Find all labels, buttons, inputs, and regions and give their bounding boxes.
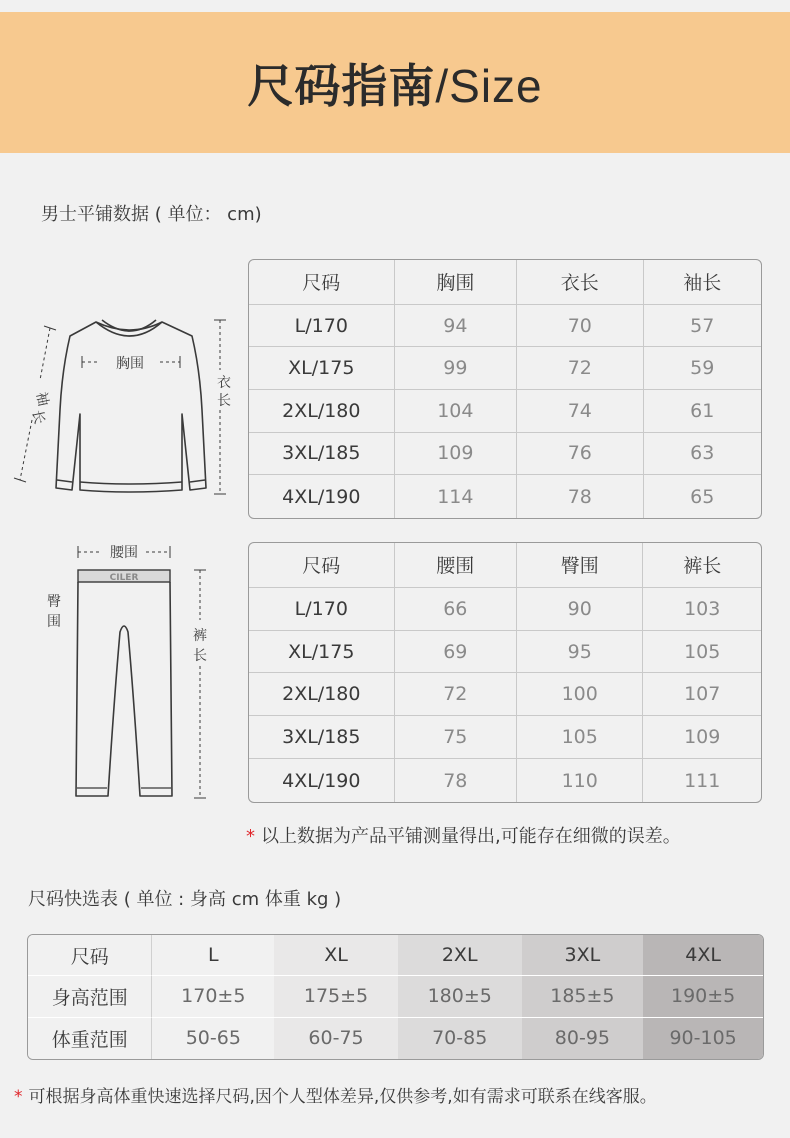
measure-note-text: 以上数据为产品平铺测量得出,可能存在细微的误差。 bbox=[261, 826, 681, 847]
value-cell: 105 bbox=[643, 631, 761, 674]
value-cell: 104 bbox=[395, 390, 518, 433]
header-cell: 尺码 bbox=[249, 543, 395, 588]
quick-section-label: 尺码快选表 ( 单位 : 身高 cm 体重 kg ) bbox=[28, 889, 342, 910]
value-cell: 61 bbox=[644, 390, 761, 433]
table-header-row bbox=[249, 260, 761, 305]
header-banner bbox=[0, 12, 790, 153]
value-cell: 90-105 bbox=[643, 1018, 763, 1059]
value-cell: 105 bbox=[517, 716, 643, 759]
row-label-cell: 体重范围 bbox=[28, 1018, 152, 1059]
quick-note bbox=[14, 1082, 657, 1107]
header-cell: 2XL bbox=[398, 935, 522, 976]
value-cell: 72 bbox=[517, 347, 643, 390]
table-row bbox=[249, 759, 761, 802]
pants-diagram bbox=[30, 540, 220, 810]
title-cn: 尺码指南 bbox=[247, 58, 436, 113]
sleeve-label-1: 袖 bbox=[32, 390, 52, 408]
header-cell: 腰围 bbox=[395, 543, 517, 588]
header-cell: 衣长 bbox=[517, 260, 643, 305]
table-header-row bbox=[28, 935, 763, 976]
top-size-table bbox=[248, 259, 762, 519]
value-cell: 75 bbox=[395, 716, 517, 759]
value-cell: 180±5 bbox=[398, 976, 522, 1017]
value-cell: 60-75 bbox=[274, 1018, 398, 1059]
header-cell: 臀围 bbox=[517, 543, 643, 588]
title-en: /Size bbox=[435, 59, 543, 112]
value-cell: 175±5 bbox=[274, 976, 398, 1017]
table-row bbox=[28, 1018, 763, 1059]
value-cell: 99 bbox=[395, 347, 518, 390]
size-cell: 2XL/180 bbox=[249, 673, 395, 716]
sleeve-label-2: 长 bbox=[28, 408, 48, 426]
value-cell: 190±5 bbox=[643, 976, 763, 1017]
header-cell: 尺码 bbox=[249, 260, 395, 305]
measure-note bbox=[246, 822, 681, 848]
value-cell: 66 bbox=[395, 588, 517, 631]
value-cell: 109 bbox=[643, 716, 761, 759]
value-cell: 114 bbox=[395, 475, 518, 518]
header-cell: XL bbox=[274, 935, 398, 976]
table-row bbox=[249, 305, 761, 348]
value-cell: 70 bbox=[517, 305, 643, 348]
value-cell: 57 bbox=[644, 305, 761, 348]
pants-size-table bbox=[248, 542, 762, 803]
waist-label: 腰围 bbox=[110, 545, 138, 561]
pants-length-label-1: 裤 bbox=[193, 628, 207, 644]
header-cell: 袖长 bbox=[644, 260, 761, 305]
table-row bbox=[249, 347, 761, 390]
pants-length-label-2: 长 bbox=[193, 648, 207, 664]
header-cell: L bbox=[152, 935, 274, 976]
value-cell: 94 bbox=[395, 305, 518, 348]
value-cell: 72 bbox=[395, 673, 517, 716]
value-cell: 80-95 bbox=[522, 1018, 644, 1059]
hip-label-2: 围 bbox=[47, 614, 61, 630]
table-row bbox=[249, 475, 761, 518]
value-cell: 170±5 bbox=[152, 976, 274, 1017]
value-cell: 111 bbox=[684, 769, 721, 792]
value-cell: 110 bbox=[517, 759, 643, 802]
table-row bbox=[249, 673, 761, 716]
quick-size-table bbox=[27, 934, 764, 1060]
value-cell: 63 bbox=[644, 433, 761, 476]
table-row bbox=[249, 631, 761, 674]
value-cell: 90 bbox=[517, 588, 643, 631]
shirt-length-label-1: 衣 bbox=[217, 375, 231, 391]
table-row bbox=[249, 588, 761, 631]
value-cell: 78 bbox=[517, 475, 643, 518]
size-cell: L/170 bbox=[249, 588, 395, 631]
header-cell: 尺码 bbox=[28, 935, 152, 976]
value-cell: 109 bbox=[395, 433, 518, 476]
header-cell: 3XL bbox=[522, 935, 644, 976]
value-cell: 50-65 bbox=[152, 1018, 274, 1059]
value-cell: 95 bbox=[517, 631, 643, 674]
value-cell: 185±5 bbox=[522, 976, 644, 1017]
size-cell: 4XL/190 bbox=[249, 759, 395, 802]
size-cell: L/170 bbox=[249, 305, 395, 348]
note-star: * bbox=[14, 1087, 23, 1107]
shirt-length-label-2: 长 bbox=[217, 393, 231, 409]
size-cell: 2XL/180 bbox=[249, 390, 395, 433]
size-cell: 3XL/185 bbox=[249, 716, 395, 759]
pants-brand: CILER bbox=[109, 573, 139, 583]
value-cell: 100 bbox=[517, 673, 643, 716]
table-header-row bbox=[249, 543, 761, 588]
table-row bbox=[249, 390, 761, 433]
value-cell: 103 bbox=[643, 588, 761, 631]
value-cell: 78 bbox=[395, 759, 517, 802]
table-row bbox=[249, 433, 761, 476]
chest-label: 胸围 bbox=[116, 356, 144, 372]
value-cell: 69 bbox=[395, 631, 517, 674]
value-cell: 76 bbox=[517, 433, 643, 476]
size-cell: 4XL/190 bbox=[249, 475, 395, 518]
value-cell: 74 bbox=[517, 390, 643, 433]
table-row bbox=[28, 976, 763, 1017]
row-label-cell: 身高范围 bbox=[28, 976, 152, 1017]
men-section-label: 男士平铺数据 ( 单位： cm) bbox=[41, 204, 262, 225]
hip-label-1: 臀 bbox=[47, 594, 61, 610]
quick-note-text: 可根据身高体重快速选择尺码,因个人型体差异,仅供参考,如有需求可联系在线客服。 bbox=[28, 1087, 657, 1107]
note-star: * bbox=[246, 826, 255, 847]
size-cell: XL/175 bbox=[249, 631, 395, 674]
value-cell: 70-85 bbox=[398, 1018, 522, 1059]
size-cell: 3XL/185 bbox=[249, 433, 395, 476]
size-cell: XL/175 bbox=[249, 347, 395, 390]
header-cell: 4XL bbox=[643, 935, 763, 976]
shirt-diagram bbox=[10, 310, 240, 510]
page-title bbox=[247, 50, 542, 116]
value-cell: 107 bbox=[643, 673, 761, 716]
header-cell: 胸围 bbox=[395, 260, 518, 305]
value-cell: 65 bbox=[690, 485, 715, 508]
value-cell: 59 bbox=[644, 347, 761, 390]
table-row bbox=[249, 716, 761, 759]
header-cell: 裤长 bbox=[643, 543, 761, 588]
